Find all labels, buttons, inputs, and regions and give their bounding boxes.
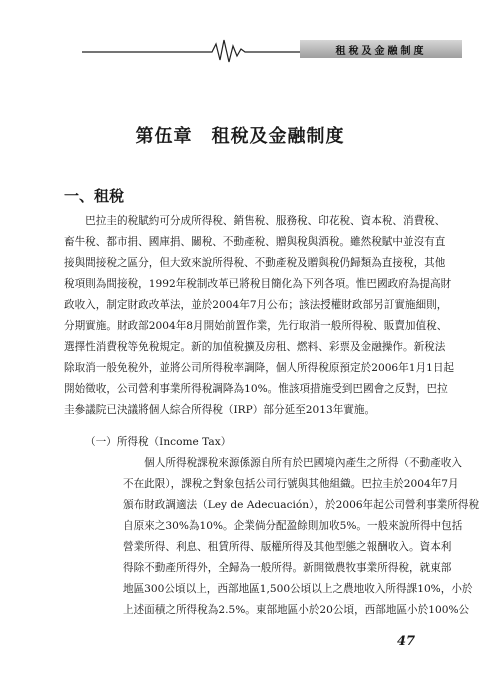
text-line: 上述面積之所得稅為2.5%。東部地區小於20公頃，西部地區小於100%公 <box>123 604 470 616</box>
text-line: 個人所得稅課稅來源係源自所有於巴國境內產生之所得（不動產收入 <box>123 457 462 469</box>
sub-heading-income-tax: （一）所得稅（Income Tax） <box>85 436 232 448</box>
text-line: 分期實施。財政部2004年8月開始前置作業，先行取消一般所得稅、販賣加值稅、 <box>64 320 448 332</box>
text-line: 巴拉圭的稅賦約可分成所得稅、銷售稅、服務稅、印花稅、資本稅、消費稅、 <box>64 215 446 227</box>
page-number: 47 <box>397 634 416 649</box>
text-line: 地區300公頃以上，西部地區1,500公頃以上之農地收入所得課10%，小於 <box>123 583 473 595</box>
text-line: 得除不動產所得外，全歸為一般所得。新開徵農牧事業所得稅，就東部 <box>123 562 452 574</box>
text-line: 營業所得、利息、租賃所得、版權所得及其他型態之報酬收入。資本利 <box>123 541 452 553</box>
text-line: 除取消一般免稅外，並將公司所得稅率調降，個人所得稅原預定於2006年1月1日起 <box>64 362 455 374</box>
text-line: 選擇性消費稅等免稅規定。新的加值稅擴及房租、燃料、彩票及金融操作。新稅法 <box>64 341 446 353</box>
text-line: 畜牛稅、都市捐、國庫捐、關稅、不動產稅、贈與稅與酒稅。雖然稅賦中並沒有直 <box>64 236 446 248</box>
text-line: 稅項則為間接稅，1992年稅制改革已將稅目簡化為下列各項。惟巴國政府為提高財 <box>64 278 452 290</box>
paragraph-taxation-overview <box>64 211 455 421</box>
text-line: 圭參議院已決議將個人綜合所得稅（IRP）部分延至2013年實施。 <box>64 404 376 416</box>
text-line: 政收入，制定財政改革法，並於2004年7月公布；該法授權財政部另訂實施細則， <box>64 299 448 311</box>
section-heading: 一、租稅 <box>64 187 125 205</box>
text-line: 接與間接稅之區分，但大致來說所得稅、不動產稅及贈與稅仍歸類為直接稅，其他 <box>64 257 446 269</box>
paragraph-income-tax <box>123 453 480 621</box>
text-line: 頒布財政調適法（Ley de Adecuación），於2006年起公司營利事業所得稅 <box>123 499 480 511</box>
text-line: 開始徵收，公司營利事業所得稅調降為10%。惟該項措施受到巴國會之反對，巴拉 <box>64 383 448 395</box>
running-header-banner: 租稅及金融制度 <box>300 40 462 58</box>
chapter-title: 第伍章 租稅及金融制度 <box>135 126 345 147</box>
text-line: 自原來之30%為10%。企業倘分配盈餘則加收5%。一般來說所得中包括 <box>123 520 463 532</box>
text-line: 不在此限），課稅之對象包括公司行號與其他組織。巴拉圭於2004年7月 <box>123 478 459 490</box>
